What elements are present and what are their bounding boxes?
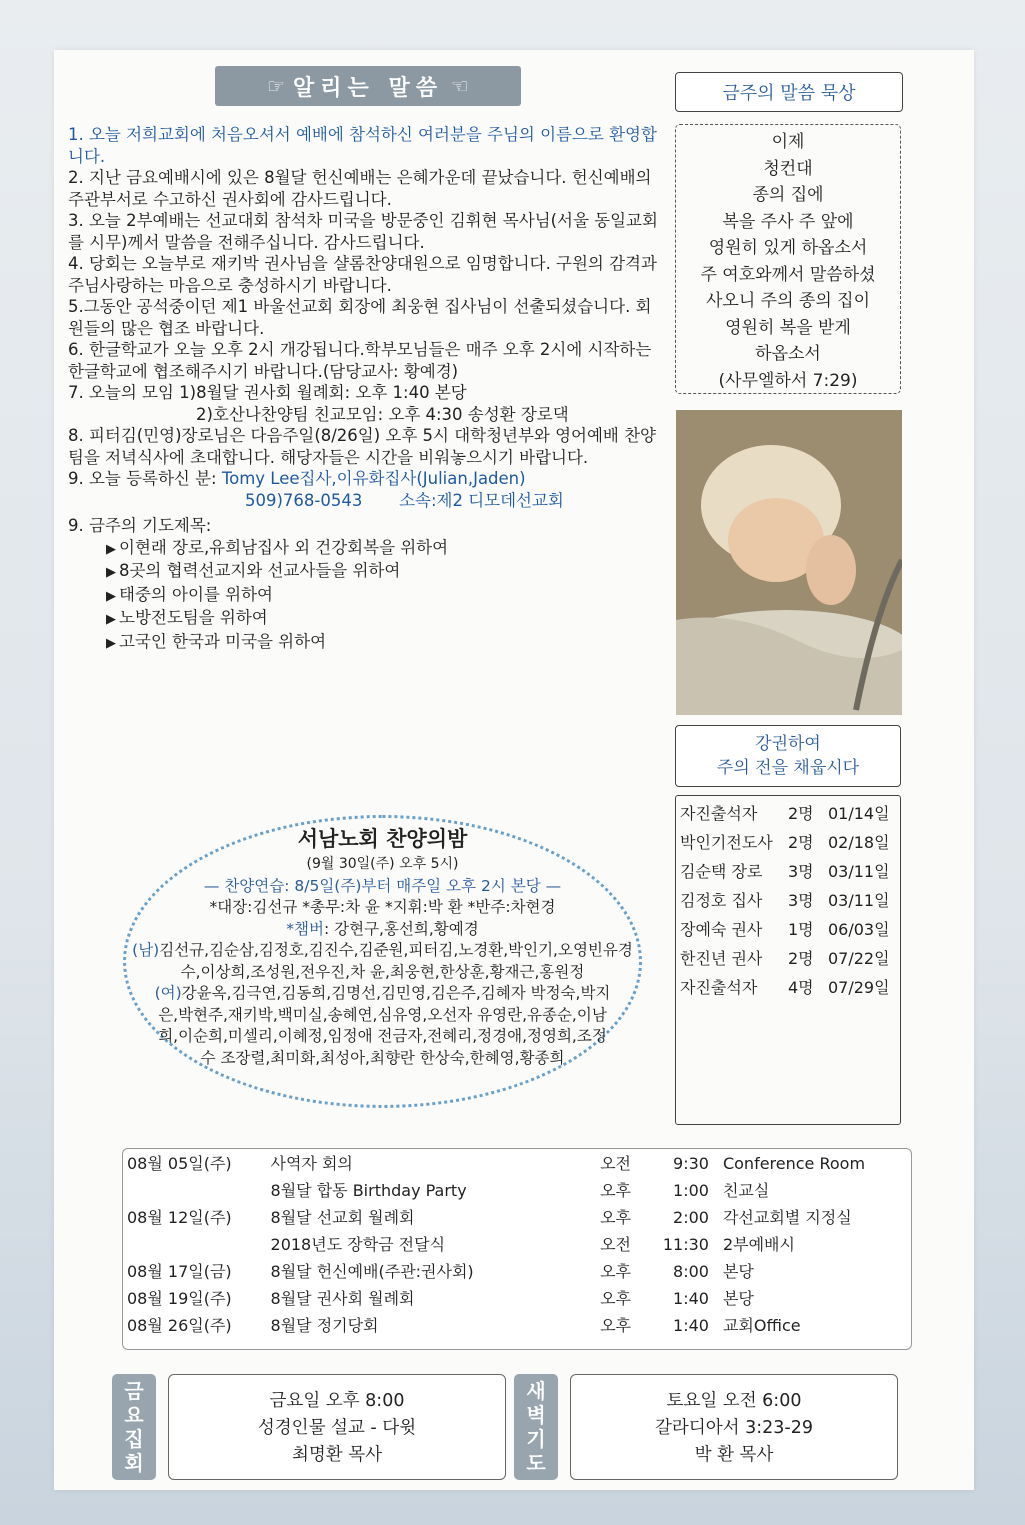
list-item [680, 886, 896, 915]
attendance-date: 07/29일 [828, 978, 890, 997]
schedule-ampm: 오후 [600, 1262, 632, 1281]
attendance-count: 3명 [788, 862, 814, 881]
attendance-count: 4명 [788, 978, 814, 997]
schedule-date: 08월 19일(주) [127, 1289, 232, 1308]
schedule-time: 1:00 [673, 1181, 709, 1200]
attendance-date: 01/14일 [828, 804, 890, 823]
chamber-label: *챔버 [286, 919, 324, 938]
registration-contact [68, 490, 663, 512]
prayer-item [68, 631, 663, 655]
schedule-event: 2018년도 장학금 전달식 [270, 1235, 446, 1254]
choir-leaders: *대장:김선규 *총무:차 윤 *지휘:박 환 *반주:차현경 [209, 898, 556, 916]
registration-affiliation: 소속:제2 디모데선교회 [399, 490, 564, 510]
attendance-date: 03/11일 [828, 891, 890, 910]
attendance-count: 2명 [788, 949, 814, 968]
friday-meeting-tab [112, 1374, 156, 1480]
verse-line: 영원히 복을 받게 [725, 317, 851, 338]
prayer-item [68, 607, 663, 631]
announcement-item: 8. 피터김(민영)장로님은 다음주일(8/26일) 오후 5시 대학청년부와 영어예배 찬양팀을 저녁식사에 초대합니다. 해당자들은 시간을 비워놓으시기 바랍니다. [68, 426, 656, 467]
schedule-place: 2부예배시 [722, 1235, 795, 1254]
attendance-list [675, 795, 901, 1125]
schedule-date [123, 1231, 271, 1258]
choir-practice: — 찬양연습: 8/5일(주)부터 매주일 오후 2시 본당 — [203, 876, 562, 895]
schedule-time: 8:00 [673, 1262, 709, 1281]
schedule-date: 08월 26일(주) [127, 1316, 232, 1335]
child-praying-photo [676, 410, 902, 715]
schedule-ampm: 오후 [600, 1316, 632, 1335]
attendance-count: 2명 [788, 804, 814, 823]
schedule-event: 사역자 회의 [270, 1154, 353, 1173]
attendance-name: 장예숙 권사 [680, 920, 763, 939]
tab-char: 새 [526, 1379, 546, 1403]
schedule-place: Conference Room [722, 1154, 866, 1173]
list-item [680, 857, 896, 886]
schedule-time: 9:30 [673, 1154, 709, 1173]
tab-char: 회 [124, 1451, 144, 1475]
announcements-header [215, 66, 521, 106]
triangle-bullet-icon: ▶ [106, 565, 116, 580]
attendance-name: 김순택 장로 [680, 862, 763, 881]
schedule-event: 8월달 정기당회 [270, 1316, 379, 1335]
attendance-name: 김정호 집사 [680, 891, 763, 910]
tab-char: 벽 [526, 1403, 546, 1427]
men-members: 김선규,김순삼,김정호,김진수,김준원,피터김,노경환,박인기,오영빈유경수,이상희,조성원,전우진,차 윤,최웅현,한상훈,황재근,홍원정 [159, 941, 633, 981]
tab-char: 금 [124, 1379, 144, 1403]
attendance-count: 3명 [788, 891, 814, 910]
announcement-item: 6. 한글학교가 오늘 오후 2시 개강됩니다.학부모님들은 매주 오후 2시에 시작하는 한글학교에 협조해주시기 바랍니다.(담당교사: 황예경) [68, 340, 652, 381]
schedule-time: 2:00 [673, 1208, 709, 1227]
chamber-members: : 강현구,홍선희,황예경 [323, 919, 479, 938]
attendance-count: 1명 [788, 920, 814, 939]
schedule-place: 교회Office [722, 1316, 801, 1335]
attendance-date: 02/18일 [828, 833, 890, 852]
table-row [123, 1150, 911, 1177]
attendance-date: 06/03일 [828, 920, 890, 939]
attendance-name: 자진출석자 [680, 978, 758, 997]
announcement-item: 2)호산나찬양팀 친교모임: 오후 4:30 송성환 장로댁 [196, 404, 569, 424]
registration-phone: 509)768-0543 [245, 490, 363, 510]
attendance-title [675, 725, 901, 787]
meditation-title: 금주의 말씀 묵상 [675, 72, 903, 112]
meditation-verse [675, 124, 901, 394]
schedule-time: 11:30 [662, 1235, 709, 1254]
schedule-place: 각선교회별 지정실 [722, 1208, 852, 1227]
verse-line: 이제 [771, 132, 805, 152]
registration-label: 9. 오늘 등록하신 분: [68, 469, 222, 488]
schedule-event: 8월달 헌신예배(주관:권사회) [270, 1262, 474, 1281]
table-row [123, 1285, 911, 1312]
triangle-bullet-icon: ▶ [106, 635, 116, 651]
verse-line: 사오니 주의 종의 집이 [705, 291, 870, 311]
table-row [123, 1258, 911, 1285]
triangle-bullet-icon: ▶ [106, 612, 116, 627]
prayer-item [68, 584, 663, 608]
verse-line: 종의 집에 [752, 185, 824, 205]
tab-char: 기 [526, 1427, 546, 1451]
table-row [123, 1177, 911, 1204]
schedule-ampm: 오후 [600, 1181, 632, 1200]
dawn-prayer-box [570, 1374, 898, 1480]
announcements-title: 알리는 말씀 [293, 75, 443, 101]
attendance-date: 03/11일 [828, 862, 890, 881]
triangle-bullet-icon: ▶ [106, 588, 116, 604]
list-item [680, 944, 896, 973]
verse-line: 영원히 있게 하옵소서 [708, 238, 868, 258]
schedule-event: 8월달 합동 Birthday Party [270, 1181, 467, 1200]
schedule-ampm: 오전 [600, 1154, 632, 1173]
dawn-time: 토요일 오전 6:00 [666, 1391, 802, 1411]
announcements-list [68, 124, 663, 654]
choir-chamber [130, 919, 635, 941]
schedule-event: 8월달 권사회 월례회 [270, 1289, 415, 1308]
choir-men [130, 940, 635, 983]
attendance-name: 자진출석자 [680, 804, 758, 823]
prayer-item [68, 537, 663, 561]
list-item [680, 915, 896, 944]
schedule-ampm: 오후 [600, 1289, 632, 1308]
schedule-place: 본당 [722, 1289, 754, 1308]
triangle-bullet-icon: ▶ [106, 541, 116, 557]
attendance-title-line: 강권하여 [755, 734, 821, 754]
dawn-pastor: 박 환 목사 [694, 1445, 774, 1465]
friday-pastor: 최명환 목사 [291, 1445, 383, 1465]
attendance-name: 한진년 권사 [680, 949, 763, 968]
list-item [680, 828, 896, 857]
schedule-ampm: 오전 [600, 1235, 632, 1254]
verse-line: 주 여호와께서 말씀하셨 [700, 264, 876, 285]
prayer-label: 9. 금주의 기도제목: [68, 516, 212, 535]
announcement-item: 2. 지난 금요예배시에 있은 8월달 헌신예배는 은혜가운데 끝났습니다. 헌신예배의 주관부서로 수고하신 권사회에 감사드립니다. [68, 168, 652, 209]
attendance-date: 07/22일 [828, 949, 890, 968]
prayer-item [68, 560, 663, 584]
men-label: (남) [132, 941, 160, 959]
schedule-table [122, 1148, 912, 1350]
choir-title: 서남노회 찬양의밤 [297, 827, 468, 851]
schedule-date [123, 1177, 271, 1204]
schedule-place: 친교실 [722, 1181, 770, 1200]
announcement-item: 4. 당회는 오늘부로 재키박 권사님을 샬롬찬양대원으로 임명합니다. 구원의 감격과 주님사랑하는 마음으로 충성하시기 바랍니다. [68, 254, 657, 295]
announcement-item: 7. 오늘의 모임 1)8월달 권사회 월례회: 오후 1:40 본당 [68, 383, 467, 402]
schedule-date: 08월 17일(금) [127, 1262, 232, 1281]
friday-sermon: 성경인물 설교 - 다윗 [257, 1418, 417, 1438]
announcement-item: 1. 오늘 저희교회에 처음오셔서 예배에 참석하신 여러분을 주님의 이름으로 환영합니다. [68, 125, 657, 166]
verse-line: 하옵소서 [755, 344, 821, 364]
table-row [123, 1231, 911, 1258]
friday-time: 금요일 오후 8:00 [269, 1391, 405, 1411]
schedule-ampm: 오후 [600, 1208, 632, 1227]
attendance-count: 2명 [788, 833, 814, 852]
dawn-scripture: 갈라디아서 3:23-29 [655, 1418, 813, 1438]
tab-char: 집 [124, 1427, 144, 1451]
verse-reference: (사무엘하서 7:29) [718, 370, 858, 391]
women-label: (여) [154, 984, 182, 1002]
prayer-item-text: 8곳의 협력선교지와 선교사들을 위하여 [119, 561, 401, 580]
schedule-time: 1:40 [673, 1316, 709, 1335]
verse-line: 청컨대 [763, 158, 813, 179]
pointing-hand-right-icon: ☞ [267, 74, 286, 98]
prayer-item-text: 이현래 장로,유희남집사 외 건강회복을 위하여 [119, 537, 449, 557]
list-item [680, 973, 896, 1002]
table-row [123, 1312, 911, 1339]
friday-meeting-box [168, 1374, 506, 1480]
list-item [680, 799, 896, 828]
table-row [123, 1204, 911, 1231]
verse-line: 복을 주사 주 앞에 [722, 211, 854, 232]
schedule-date: 08월 05일(주) [127, 1154, 232, 1173]
registration-line [68, 468, 663, 490]
announcement-item: 3. 오늘 2부예배는 선교대회 참석차 미국을 방문중인 김휘현 목사님(서울 동일교회를 시무)께서 말씀을 전해주십니다. 감사드립니다. [68, 211, 658, 252]
choir-date: (9월 30일(주) 오후 5시) [306, 856, 459, 872]
attendance-name: 박인기전도사 [680, 833, 773, 852]
tab-char: 도 [526, 1451, 546, 1475]
announcement-item: 5.그동안 공석중이던 제1 바울선교회 회장에 최웅현 집사님이 선출되셨습니다. 회원들의 많은 협조 바랍니다. [68, 297, 652, 338]
schedule-event: 8월달 선교회 월례회 [270, 1208, 415, 1227]
schedule-time: 1:40 [673, 1289, 709, 1308]
women-members: 강윤옥,김극연,김동희,김명선,김민영,김은주,김혜자 박정숙,박지은,박현주,재키박,백미실,송혜연,심유영,오선자 유영란,유종순,이남희,이순희,미셀리,이혜정,임정애 전금자,전혜리,정경애,정영희,조정수 조장렬,최미화,최성아,최향란 한상숙,한혜영,황종희 [158, 984, 611, 1067]
tab-char: 요 [124, 1403, 144, 1427]
schedule-place: 본당 [722, 1262, 754, 1281]
dawn-prayer-tab [514, 1374, 558, 1480]
choir-women [130, 983, 635, 1069]
photo-illustration [676, 410, 902, 715]
schedule-date: 08월 12일(주) [127, 1208, 232, 1227]
choir-notice [130, 824, 635, 1069]
prayer-item-text: 태중의 아이를 위하여 [119, 584, 273, 604]
attendance-title-line: 주의 전을 채웁시다 [716, 758, 860, 778]
pointing-hand-left-icon: ☜ [450, 74, 469, 98]
prayer-item-text: 노방전도팀을 위하여 [119, 608, 268, 627]
registration-names: Tomy Lee집사,이유화집사(Julian,Jaden) [221, 469, 526, 488]
prayer-item-text: 고국인 한국과 미국을 위하여 [119, 631, 327, 651]
